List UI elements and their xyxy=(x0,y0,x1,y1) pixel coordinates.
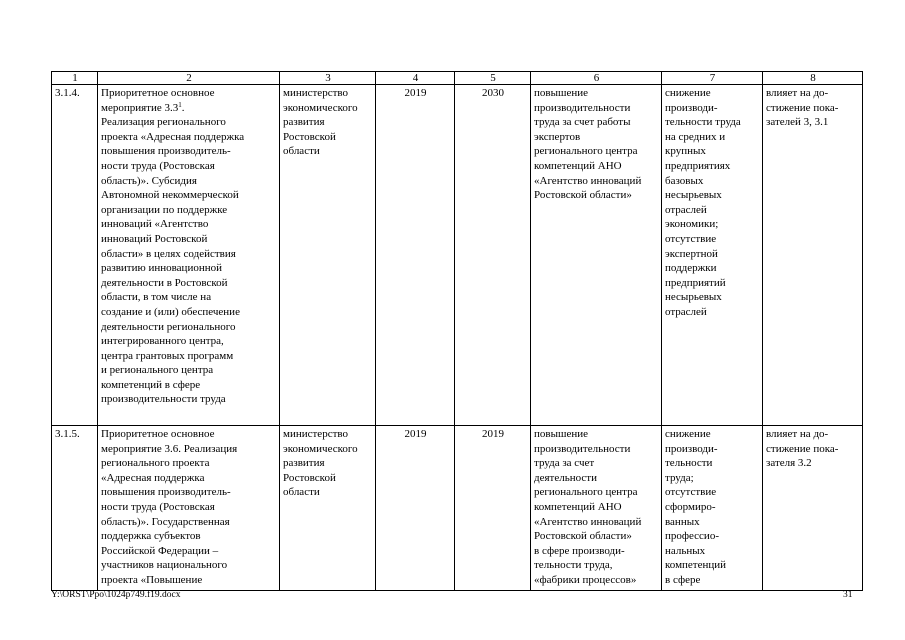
text-line: компетенций в сфере xyxy=(101,378,201,391)
text-line: снижение xyxy=(665,428,711,440)
text-line: компетенций xyxy=(665,559,727,572)
text-line: поддержка субъектов xyxy=(101,530,201,543)
text-line: области xyxy=(283,145,320,158)
text-line: крупных xyxy=(665,145,706,158)
text-line: стижение пока- xyxy=(766,442,839,455)
text-line: экономического xyxy=(283,442,358,455)
text-line: тельности xyxy=(665,457,713,470)
text-line: несырьевых xyxy=(665,189,722,202)
text-line: предприятиях xyxy=(665,159,731,172)
text-line: в сфере xyxy=(665,573,701,586)
text-line: ванных xyxy=(665,515,700,528)
responsible-executor xyxy=(280,85,376,426)
text-line: Приоритетное основное xyxy=(101,428,215,440)
text-line: профессио- xyxy=(665,530,719,543)
text-line: регионального центра xyxy=(534,486,638,499)
text-line: несырьевых xyxy=(665,291,722,304)
start-year: 2019 xyxy=(376,426,455,591)
text-line: производительности труда xyxy=(101,393,226,406)
measure-description xyxy=(98,426,280,591)
measure-code: 3.1.4. xyxy=(52,85,98,426)
responsible-executor xyxy=(280,426,376,591)
text-line: «фабрики процессов» xyxy=(534,573,637,586)
text-line: нальных xyxy=(665,544,706,557)
text-line: зателей 3, 3.1 xyxy=(766,116,829,129)
text-line: Ростовской области» xyxy=(534,189,632,202)
text-line: повышения производитель- xyxy=(101,486,231,499)
text-line: «Адресная поддержка xyxy=(101,471,205,484)
text-line: производи- xyxy=(665,101,718,114)
text-line: «Агентство инноваций xyxy=(534,174,642,187)
text-line: области» в целях содействия xyxy=(101,247,236,260)
text-line: проекта «Адресная поддержка xyxy=(101,130,245,143)
text-line: министерство xyxy=(283,428,349,440)
text-line: зателя 3.2 xyxy=(766,457,812,470)
text-line: Российской Федерации – xyxy=(101,544,219,557)
text-line: ности труда (Ростовская xyxy=(101,500,215,513)
text-line: влияет на до- xyxy=(766,428,829,440)
text-line: Автономной некоммерческой xyxy=(101,189,239,202)
text-line: развитию инновационной xyxy=(101,262,222,275)
measure-description xyxy=(98,85,280,426)
text-line: мероприятие $3.3^1$. xyxy=(101,100,185,114)
text-line: снижение xyxy=(665,87,711,99)
column-number: 1 xyxy=(52,72,98,85)
text-line: влияет на до- xyxy=(766,87,829,99)
text-line: производительности xyxy=(534,101,631,114)
text-line: Ростовской xyxy=(283,130,336,143)
text-line: министерство xyxy=(283,87,349,99)
text-line: компетенций АНО xyxy=(534,159,622,172)
text-line: развития xyxy=(283,457,325,470)
end-year: 2030 xyxy=(455,85,531,426)
text-line: базовых xyxy=(665,174,704,187)
footnote-mark: 1 xyxy=(178,100,182,109)
text-line: области xyxy=(283,486,320,499)
column-number: 3 xyxy=(280,72,376,85)
text-line: отсутствие xyxy=(665,486,717,499)
text-line: проекта «Повышение xyxy=(101,573,203,586)
text-line: регионального центра xyxy=(534,145,638,158)
text-line: отраслей xyxy=(665,305,707,318)
column-number-row xyxy=(52,72,863,85)
text-line: стижение пока- xyxy=(766,101,839,114)
consequences-of-non-implementation xyxy=(662,426,763,591)
text-line: экспертов xyxy=(534,130,581,143)
text-line: область)». Субсидия xyxy=(101,174,197,187)
column-number: 6 xyxy=(531,72,662,85)
measure-code: 3.1.5. xyxy=(52,426,98,591)
text-line: области, в том числе на xyxy=(101,291,212,304)
page-number: 31 xyxy=(843,590,853,600)
indicator-link xyxy=(763,426,863,591)
text-line: мероприятие 3.6. Реализация xyxy=(101,442,238,455)
text-line: Реализация регионального xyxy=(101,116,226,129)
column-number: 4 xyxy=(376,72,455,85)
text-line: ности труда (Ростовская xyxy=(101,159,215,172)
text-line: и регионального центра xyxy=(101,364,214,377)
text-line: деятельности регионального xyxy=(101,320,236,333)
text-line: область)». Государственная xyxy=(101,515,230,528)
consequences-of-non-implementation xyxy=(662,85,763,426)
column-number: 8 xyxy=(763,72,863,85)
text-line: труда; xyxy=(665,471,694,484)
measures-table xyxy=(51,71,863,591)
text-line: «Агентство инноваций xyxy=(534,515,642,528)
footer-file-path: Y:\ORST\Ppo\1024p749.f19.docx xyxy=(51,590,181,600)
text-line: развития xyxy=(283,116,325,129)
text-line: отсутствие xyxy=(665,232,717,245)
text-line: Ростовской области» xyxy=(534,530,632,543)
end-year: 2019 xyxy=(455,426,531,591)
text-line: повышения производитель- xyxy=(101,145,231,158)
text-line: Ростовской xyxy=(283,471,336,484)
text-line: инноваций «Агентство xyxy=(101,218,209,231)
column-number: 5 xyxy=(455,72,531,85)
text-line: создание и (или) обеспечение xyxy=(101,305,240,318)
text-line: тельности труда xyxy=(665,116,741,129)
text-line: повышение xyxy=(534,87,588,99)
text-line: центра грантовых программ xyxy=(101,349,234,362)
text-line: экономики; xyxy=(665,218,719,231)
text-line: экономического xyxy=(283,101,358,114)
text-line: тельности труда, xyxy=(534,559,613,572)
text-line: отраслей xyxy=(665,203,707,216)
text-line: производительности xyxy=(534,442,631,455)
text-line: организации по поддержке xyxy=(101,203,228,216)
text-line: участников национального xyxy=(101,559,228,572)
text-line: производи- xyxy=(665,442,718,455)
text-line: поддержки xyxy=(665,262,717,275)
table-row xyxy=(52,85,863,426)
text-line: деятельности в Ростовской xyxy=(101,276,228,289)
text-line: Приоритетное основное xyxy=(101,87,215,99)
text-line: интегрированного центра, xyxy=(101,335,224,348)
text-line: труда за счет xyxy=(534,457,595,470)
text-line: предприятий xyxy=(665,276,726,289)
text-line: повышение xyxy=(534,428,588,440)
table-row xyxy=(52,426,863,591)
text-line: компетенций АНО xyxy=(534,500,622,513)
text-line: экспертной xyxy=(665,247,718,260)
text-line: в сфере производи- xyxy=(534,544,625,557)
expected-result xyxy=(531,426,662,591)
text-line: сформиро- xyxy=(665,500,716,513)
indicator-link xyxy=(763,85,863,426)
column-number: 7 xyxy=(662,72,763,85)
start-year: 2019 xyxy=(376,85,455,426)
expected-result xyxy=(531,85,662,426)
text-line: инноваций Ростовской xyxy=(101,232,208,245)
text-line: труда за счет работы xyxy=(534,116,631,129)
text-line: регионального проекта xyxy=(101,457,210,470)
text-line: деятельности xyxy=(534,471,597,484)
column-number: 2 xyxy=(98,72,280,85)
text-line: на средних и xyxy=(665,130,726,143)
